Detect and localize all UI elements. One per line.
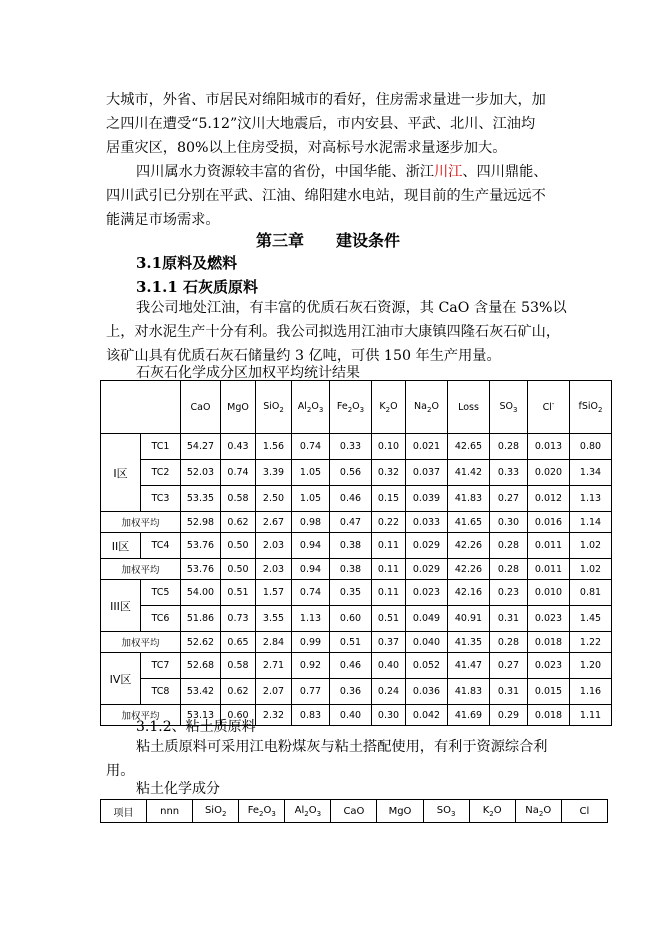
- table-cell: 0.023: [528, 653, 570, 679]
- table-cell: 0.60: [221, 705, 256, 726]
- table-cell: 0.99: [292, 632, 330, 653]
- power-line-1: [106, 160, 556, 184]
- table-cell: 0.38: [330, 559, 372, 580]
- power-line-2: 四川武引已分别在平武、江油、绵阳建水电站，现目前的生产量远远不: [106, 188, 546, 204]
- table-cell: 0.32: [372, 460, 406, 486]
- table-cell: 0.30: [490, 512, 528, 533]
- table-cell: 0.58: [221, 653, 256, 679]
- table-cell: 0.74: [292, 434, 330, 460]
- clay-composition-table: [100, 799, 608, 823]
- table-cell: 0.62: [221, 679, 256, 705]
- table-cell: 0.023: [406, 580, 448, 606]
- table-cell: 0.10: [372, 434, 406, 460]
- table-cell: 1.20: [570, 653, 612, 679]
- table-row: [101, 606, 612, 632]
- table-cell: 0.50: [221, 559, 256, 580]
- table-cell: 0.94: [292, 533, 330, 559]
- table-cell: 2.03: [256, 559, 292, 580]
- table-cell: 0.013: [528, 434, 570, 460]
- table-cell: 0.43: [221, 434, 256, 460]
- table-cell: 52.68: [181, 653, 221, 679]
- clay-line-1: 粘土质原料可采用江电粉煤灰与粘土搭配使用，有利于资源综合利: [136, 739, 548, 755]
- table-cell: 0.023: [528, 606, 570, 632]
- weighted-average-row: [101, 559, 612, 580]
- table-cell: 41.42: [448, 460, 490, 486]
- table-cell: 0.010: [528, 580, 570, 606]
- table-cell: 0.73: [221, 606, 256, 632]
- sample-id: TC5: [141, 580, 181, 606]
- limestone-line-3: 该矿山具有优质石灰石储量约 3 亿吨，可供 150 年生产用量。: [106, 348, 501, 364]
- table-cell: 0.51: [221, 580, 256, 606]
- table-cell: 0.65: [221, 632, 256, 653]
- table-cell: 41.69: [448, 705, 490, 726]
- table-cell: 0.015: [528, 679, 570, 705]
- table-row: [101, 580, 612, 606]
- table-cell: 0.11: [372, 580, 406, 606]
- table-cell: 0.23: [490, 580, 528, 606]
- table-cell: 0.011: [528, 533, 570, 559]
- table-cell: 0.037: [406, 460, 448, 486]
- table-cell: 51.86: [181, 606, 221, 632]
- zone-label: IV区: [101, 653, 141, 705]
- table-cell: 2.03: [256, 533, 292, 559]
- power-paragraph: [106, 160, 556, 232]
- clay-line-2: 用。: [106, 763, 135, 779]
- table-cell: 0.40: [372, 653, 406, 679]
- table-cell: 2.71: [256, 653, 292, 679]
- column-header: $K_2O$: [372, 381, 406, 434]
- table-cell: 0.020: [528, 460, 570, 486]
- table-cell: 1.16: [570, 679, 612, 705]
- table-cell: 0.28: [490, 632, 528, 653]
- table-row: [101, 800, 608, 823]
- section-3-1-2-heading: 3.1.2、粘土质原料: [136, 719, 256, 735]
- sample-id: TC6: [141, 606, 181, 632]
- power-text-b: 、四川鼎能、: [462, 164, 548, 180]
- table-cell: 0.46: [330, 653, 372, 679]
- sample-id: TC3: [141, 486, 181, 512]
- column-header: $K_2O$: [469, 800, 515, 823]
- table-cell: 0.049: [406, 606, 448, 632]
- weighted-average-label: 加权平均: [101, 512, 181, 533]
- table-cell: 53.76: [181, 533, 221, 559]
- table-cell: 41.83: [448, 679, 490, 705]
- table-cell: 1.13: [292, 606, 330, 632]
- column-header: SiO$_2$: [256, 381, 292, 434]
- table-cell: 1.11: [570, 705, 612, 726]
- table-cell: 40.91: [448, 606, 490, 632]
- table-row: [101, 486, 612, 512]
- table-cell: 52.62: [181, 632, 221, 653]
- table-cell: 0.021: [406, 434, 448, 460]
- table-cell: 0.11: [372, 533, 406, 559]
- clay-paragraph: [106, 735, 556, 783]
- table-cell: 0.33: [490, 460, 528, 486]
- chapter-title: 第三章 建设条件: [256, 231, 401, 250]
- column-header: $SO_3$: [490, 381, 528, 434]
- table-cell: 0.11: [372, 559, 406, 580]
- table-row: [101, 533, 612, 559]
- table-cell: 0.94: [292, 559, 330, 580]
- table-cell: 1.56: [256, 434, 292, 460]
- table-cell: 0.011: [528, 559, 570, 580]
- table-cell: 1.57: [256, 580, 292, 606]
- power-text-a: 四川属水力资源较丰富的省份，中国华能、浙江: [136, 164, 434, 180]
- table-cell: 0.018: [528, 705, 570, 726]
- column-header: MgO: [377, 800, 423, 823]
- table-cell: 1.05: [292, 460, 330, 486]
- table-cell: 0.012: [528, 486, 570, 512]
- table-cell: 2.84: [256, 632, 292, 653]
- limestone-composition-table: [100, 380, 612, 726]
- table-cell: 0.74: [292, 580, 330, 606]
- table-cell: 0.30: [372, 705, 406, 726]
- table-cell: 2.50: [256, 486, 292, 512]
- table-cell: 42.16: [448, 580, 490, 606]
- table-cell: 0.018: [528, 632, 570, 653]
- table-cell: 0.31: [490, 679, 528, 705]
- table-cell: 0.33: [330, 434, 372, 460]
- column-header: $Fe_2O_3$: [239, 800, 285, 823]
- zone-label: I区: [101, 434, 141, 512]
- table-cell: 0.62: [221, 512, 256, 533]
- table-cell: 1.22: [570, 632, 612, 653]
- table-cell: 53.42: [181, 679, 221, 705]
- table-cell: 1.02: [570, 533, 612, 559]
- table-cell: 41.47: [448, 653, 490, 679]
- table-cell: 54.27: [181, 434, 221, 460]
- table-cell: 0.24: [372, 679, 406, 705]
- sample-id: TC4: [141, 533, 181, 559]
- table-cell: 1.02: [570, 559, 612, 580]
- table-cell: 3.39: [256, 460, 292, 486]
- table-cell: 0.27: [490, 653, 528, 679]
- weighted-average-label: 加权平均: [101, 705, 181, 726]
- intro-line-2: 之四川在遭受“5.12”汶川大地震后，市内安县、平武、北川、江油均: [106, 116, 536, 132]
- table-cell: 0.46: [330, 486, 372, 512]
- table-cell: 0.47: [330, 512, 372, 533]
- table-cell: 0.052: [406, 653, 448, 679]
- table-cell: 1.05: [292, 486, 330, 512]
- table-cell: 54.00: [181, 580, 221, 606]
- table-cell: 2.07: [256, 679, 292, 705]
- table-cell: 0.22: [372, 512, 406, 533]
- column-header: $Al_2O_3$: [285, 800, 331, 823]
- table-cell: 41.65: [448, 512, 490, 533]
- column-header: $Al_2O_3$: [292, 381, 330, 434]
- intro-paragraph: [106, 88, 556, 160]
- sample-id: TC8: [141, 679, 181, 705]
- table-cell: 0.36: [330, 679, 372, 705]
- zone-label: III区: [101, 580, 141, 632]
- table-cell: 53.76: [181, 559, 221, 580]
- weighted-average-label: 加权平均: [101, 632, 181, 653]
- column-header: SiO$_2$: [193, 800, 239, 823]
- power-line-3: 能满足市场需求。: [106, 212, 220, 228]
- power-highlight-text: 川江: [433, 164, 463, 180]
- table-cell: 2.32: [256, 705, 292, 726]
- table-cell: 0.40: [330, 705, 372, 726]
- table-cell: 0.37: [372, 632, 406, 653]
- zone-label: II区: [101, 533, 141, 559]
- table-cell: 0.35: [330, 580, 372, 606]
- table-cell: 0.92: [292, 653, 330, 679]
- table-cell: 0.58: [221, 486, 256, 512]
- table-cell: 0.83: [292, 705, 330, 726]
- table-row: [101, 653, 612, 679]
- table-cell: 0.80: [570, 434, 612, 460]
- table-cell: 0.28: [490, 533, 528, 559]
- table-cell: 1.45: [570, 606, 612, 632]
- table-cell: 42.26: [448, 533, 490, 559]
- section-3-1-1-heading: 3.1.1 石灰质原料: [136, 278, 258, 296]
- limestone-line-2: 上，对水泥生产十分有利。我公司拟选用江油市大康镇四隆石灰石矿山，: [106, 324, 561, 340]
- table-cell: 0.51: [372, 606, 406, 632]
- column-header: 项目: [101, 800, 147, 823]
- table-cell: 0.29: [490, 705, 528, 726]
- table-row: [101, 434, 612, 460]
- table-cell: 0.60: [330, 606, 372, 632]
- table-cell: 3.55: [256, 606, 292, 632]
- table-cell: 0.51: [330, 632, 372, 653]
- intro-line-1: 大城市，外省、市居民对绵阳城市的看好，住房需求量进一步加大，加: [106, 92, 546, 108]
- weighted-average-label: 加权平均: [101, 559, 181, 580]
- table-cell: 0.15: [372, 486, 406, 512]
- table-cell: 0.74: [221, 460, 256, 486]
- table-cell: 53.35: [181, 486, 221, 512]
- table-row: [101, 460, 612, 486]
- table-cell: 0.98: [292, 512, 330, 533]
- table-cell: 0.31: [490, 606, 528, 632]
- table1-caption: 石灰石化学成分区加权平均统计结果: [136, 365, 360, 381]
- table-header-row: [101, 381, 612, 434]
- table-cell: 1.14: [570, 512, 612, 533]
- table-cell: 0.81: [570, 580, 612, 606]
- column-header: $Na_2O$: [515, 800, 561, 823]
- table-cell: 1.34: [570, 460, 612, 486]
- sample-id: TC1: [141, 434, 181, 460]
- table-corner-cell: [101, 381, 181, 434]
- column-header: CaO: [181, 381, 221, 434]
- intro-line-3: 居重灾区，80%以上住房受损，对高标号水泥需求量逐步加大。: [106, 140, 507, 156]
- section-3-1-heading: 3.1原料及燃料: [136, 254, 238, 272]
- table-cell: 0.036: [406, 679, 448, 705]
- column-header: $Na_2O$: [406, 381, 448, 434]
- sample-id: TC2: [141, 460, 181, 486]
- column-header: $Fe_2O_3$: [330, 381, 372, 434]
- column-header: fSiO$_2$: [570, 381, 612, 434]
- limestone-line-1: 我公司地处江油，有丰富的优质石灰石资源，其 CaO 含量在 53%以: [136, 300, 567, 316]
- table-cell: 0.50: [221, 533, 256, 559]
- table-cell: 0.016: [528, 512, 570, 533]
- table-cell: 0.029: [406, 559, 448, 580]
- table-cell: 52.03: [181, 460, 221, 486]
- table-row: [101, 679, 612, 705]
- table-cell: 0.040: [406, 632, 448, 653]
- column-header: Cl: [561, 800, 607, 823]
- table-cell: 0.029: [406, 533, 448, 559]
- table-cell: 0.28: [490, 559, 528, 580]
- table-cell: 0.27: [490, 486, 528, 512]
- table-cell: 52.98: [181, 512, 221, 533]
- column-header: MgO: [221, 381, 256, 434]
- table-cell: 0.039: [406, 486, 448, 512]
- table-cell: 41.83: [448, 486, 490, 512]
- table-cell: 0.28: [490, 434, 528, 460]
- table-cell: 53.13: [181, 705, 221, 726]
- column-header: Loss: [448, 381, 490, 434]
- table-cell: 42.26: [448, 559, 490, 580]
- column-header: $SO_3$: [423, 800, 469, 823]
- column-header: CaO: [331, 800, 377, 823]
- table-cell: 41.35: [448, 632, 490, 653]
- column-header: nnn: [147, 800, 193, 823]
- table-cell: 0.033: [406, 512, 448, 533]
- table-cell: 0.56: [330, 460, 372, 486]
- table-cell: 0.042: [406, 705, 448, 726]
- sample-id: TC7: [141, 653, 181, 679]
- table-cell: 2.67: [256, 512, 292, 533]
- table-cell: 0.38: [330, 533, 372, 559]
- table2-caption: 粘土化学成分: [136, 781, 220, 797]
- weighted-average-row: [101, 632, 612, 653]
- table-cell: 42.65: [448, 434, 490, 460]
- table-cell: 0.77: [292, 679, 330, 705]
- weighted-average-row: [101, 512, 612, 533]
- column-header: Cl-: [528, 381, 570, 434]
- limestone-paragraph: [106, 296, 567, 368]
- table-cell: 1.13: [570, 486, 612, 512]
